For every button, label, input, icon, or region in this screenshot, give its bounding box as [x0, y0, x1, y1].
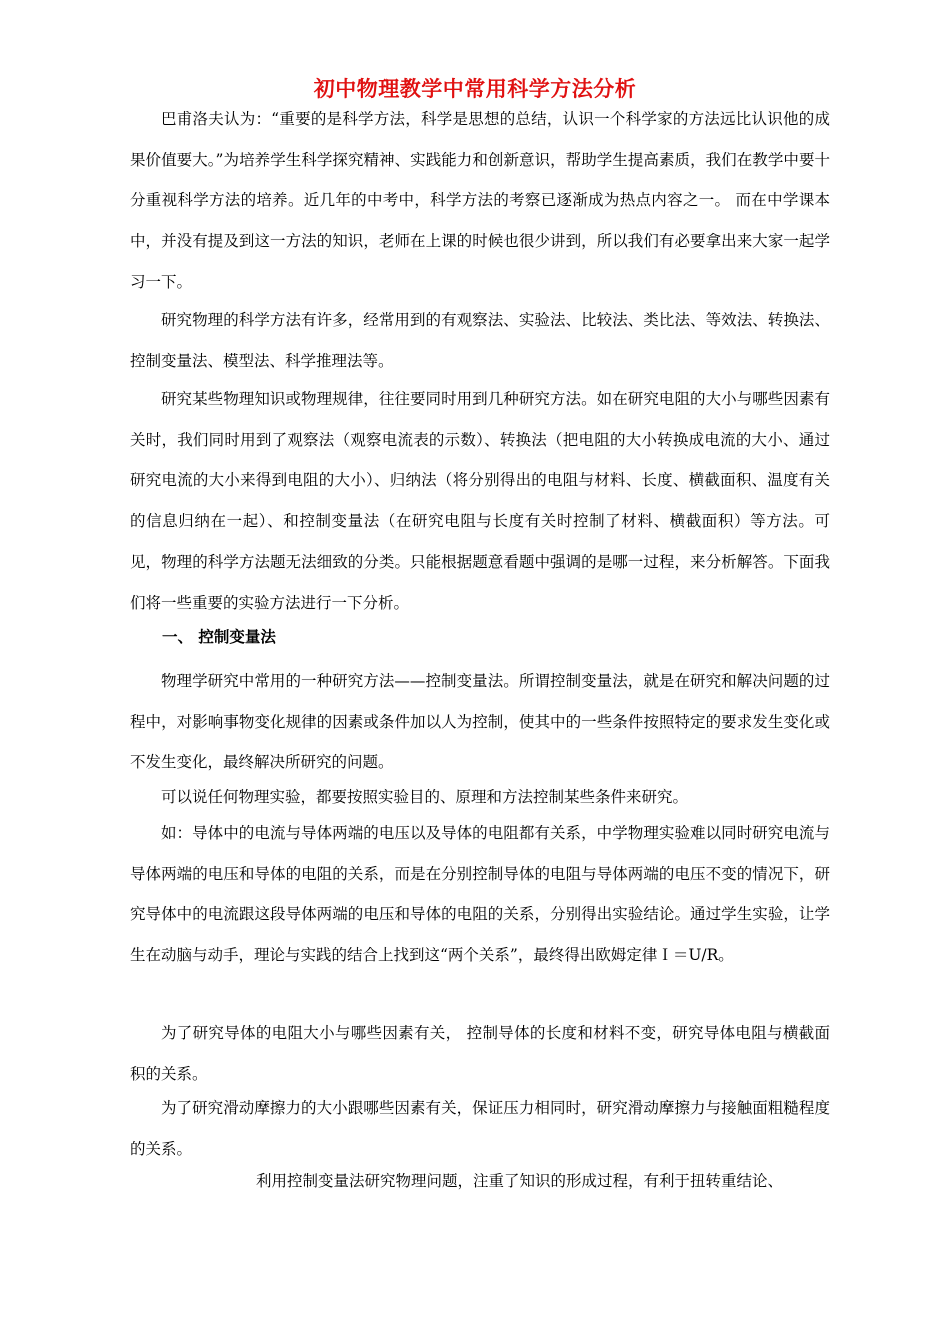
- friction-example-paragraph: 为了研究滑动摩擦力的大小跟哪些因素有关，保证压力相同时，研究滑动摩擦力与接触面粗糙程度的关系。: [130, 1099, 830, 1158]
- experiment-conditions-paragraph: 可以说任何物理实验，都要按照实验目的、原理和方法控制某些条件来研究。: [161, 788, 689, 806]
- combined-methods-paragraph: 研究某些物理知识或物理规律，往往要同时用到几种研究方法。如在研究电阻的大小与哪些因素有关时，我们同时用到了观察法（观察电流表的示数）、转换法（把电阻的大小转换成电流的大小、通过研究电流的大小来得到电阻的大小）、归纳法（将分别得出的电阻与材料、长度、横截面积、温度有关的信息归纳在一起）、和控制变量法（在研究电阻与长度有关时控制了材料、横截面积）等方法。可见，物理的科学方法题无法细致的分类。只能根据题意看题中强调的是哪一过程，来分析解答。下面我们将一些重要的实验方法进行一下分析。: [130, 390, 830, 612]
- document-title: 初中物理教学中常用科学方法分析: [313, 76, 637, 101]
- control-variable-benefit-paragraph: 利用控制变量法研究物理问题，注重了知识的形成过程，有利于扭转重结论、: [256, 1172, 784, 1190]
- resistance-example-paragraph: 为了研究导体的电阻大小与哪些因素有关， 控制导体的长度和材料不变，研究导体电阻与横截面积的关系。: [130, 1024, 830, 1083]
- ohms-law-example-paragraph: 如：导体中的电流与导体两端的电压以及导体的电阻都有关系，中学物理实验难以同时研究电流与导体两端的电压和导体的电阻的关系，而是在分别控制导体的电阻与导体两端的电压不变的情况下，研究导体中的电流跟这段导体两端的电压和导体的电阻的关系，分别得出实验结论。通过学生实验，让学生在动脑与动手，理论与实践的结合上找到这“两个关系”，最终得出欧姆定律Ｉ＝U/R。: [130, 824, 830, 965]
- methods-list-paragraph: 研究物理的科学方法有许多，经常用到的有观察法、实验法、比较法、类比法、等效法、转换法、控制变量法、模型法、科学推理法等。: [130, 311, 830, 370]
- control-variable-definition-paragraph: 物理学研究中常用的一种研究方法——控制变量法。所谓控制变量法，就是在研究和解决问题的过程中，对影响事物变化规律的因素或条件加以人为控制，使其中的一些条件按照特定的要求发生变化或不发生变化，最终解决所研究的问题。: [130, 672, 830, 772]
- section-heading-control-variable: 一、 控制变量法: [162, 628, 276, 646]
- intro-paragraph: 巴甫洛夫认为：“重要的是科学方法，科学是思想的总结，认识一个科学家的方法远比认识他的成果价值要大。”为培养学生科学探究精神、实践能力和创新意识，帮助学生提高素质，我们在教学中要十分重视科学方法的培养。近几年的中考中，科学方法的考察已逐渐成为热点内容之一。 而在中学课本中，并没有提及到这一方法的知识，老师在上课的时候也很少讲到，所以我们有必要拿出来大家一起学习一下。: [130, 110, 830, 291]
